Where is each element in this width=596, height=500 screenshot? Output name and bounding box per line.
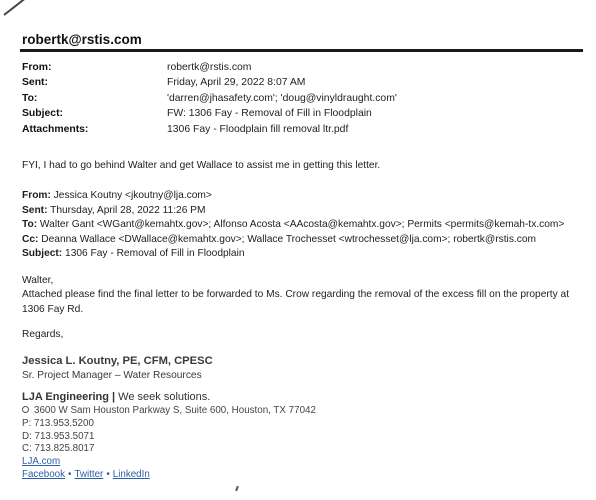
fwd-subject-value: 1306 Fay - Removal of Fill in Floodplain (62, 248, 245, 260)
forwarded-headers (22, 189, 587, 262)
email-signature (22, 354, 582, 482)
signature-role: Sr. Project Manager – Water Resources (22, 370, 202, 381)
social-separator: • (106, 468, 110, 480)
header-value-to: 'darren@jhasafety.com'; 'doug@vinyldraught.com' (167, 92, 397, 104)
fwd-subject-line (22, 247, 587, 262)
signature-company: LJA Engineering | (22, 391, 116, 403)
facebook-link[interactable]: Facebook (22, 468, 66, 480)
signature-name: Jessica L. Koutny, PE, CFM, CPESC (22, 355, 213, 367)
scan-pen-mark (3, 0, 25, 16)
header-label-from: From: (22, 62, 52, 73)
fwd-from-line (22, 189, 587, 204)
header-row-sent (22, 75, 582, 90)
fwd-sent-label: Sent: (22, 204, 48, 216)
fwd-to-line (22, 218, 587, 233)
header-value-sent: Friday, April 29, 2022 8:07 AM (167, 77, 306, 89)
header-label-sent: Sent: (22, 77, 48, 89)
message-body: Attached please find the final letter to be forwarded to Ms. Crow regarding the removal of the excess fill on the property at 1306 Fay Rd. (22, 289, 570, 315)
social-separator: • (68, 468, 72, 480)
fwd-cc-value: Deanna Wallace <DWallace@kemahtx.gov>; Wallace Trochesset <wtrochesset@lja.com>; robertk@rstis.com (38, 233, 536, 245)
header-row-attachments (22, 122, 582, 137)
signature-company-line (22, 390, 582, 405)
header-row-to (22, 91, 582, 106)
attachment-filename[interactable]: 1306 Fay - Floodplain fill removal ltr.pdf (167, 123, 349, 135)
fwd-sent-line (22, 204, 587, 219)
fwd-from-label: From: (22, 190, 51, 201)
location-pin-icon (22, 406, 29, 413)
fwd-from-value: Jessica Koutny <jkoutny@lja.com> (50, 190, 212, 201)
fwd-sent-value: Thursday, April 28, 2022 11:26 PM (47, 204, 206, 216)
signature-cell-phone: C: 713.825.8017 (22, 443, 95, 455)
header-row-from (22, 60, 582, 75)
header-label-to: To: (22, 92, 38, 104)
fwd-cc-line (22, 233, 587, 248)
signature-website-line (22, 456, 582, 469)
signature-phone: P: 713.953.5200 (22, 417, 94, 429)
social-links (22, 469, 582, 482)
message-greeting: Walter, (22, 275, 54, 286)
signature-direct-phone: D: 713.953.5071 (22, 430, 95, 442)
header-value-from: robertk@rstis.com (167, 62, 252, 73)
scan-speck (235, 486, 239, 491)
fwd-cc-label: Cc: (22, 233, 39, 245)
signature-address: 3600 W Sam Houston Parkway S, Suite 600, Houston, TX 77042 (34, 405, 316, 416)
twitter-link[interactable]: Twitter (74, 468, 104, 480)
email-sender-title: robertk@rstis.com (22, 32, 142, 47)
fwd-to-label: To: (22, 219, 38, 231)
fyi-note: FYI, I had to go behind Walter and get Wallace to assist me in getting this letter. (22, 160, 381, 171)
signature-tagline: We seek solutions. (115, 391, 211, 403)
fwd-to-value: Walter Gant <WGant@kemahtx.gov>; Alfonso Acosta <AAcosta@kemahtx.gov>; Permits <permits@kemah-tx.com> (37, 219, 565, 231)
header-value-subject: FW: 1306 Fay - Removal of Fill in Floodplain (167, 108, 372, 120)
header-divider (20, 49, 583, 52)
linkedin-link[interactable]: LinkedIn (112, 468, 150, 480)
header-label-attachments: Attachments: (22, 123, 89, 135)
message-closing: Regards, (22, 329, 64, 340)
header-label-subject: Subject: (22, 108, 63, 120)
header-row-subject (22, 106, 582, 121)
website-link[interactable]: LJA.com (22, 456, 61, 468)
signature-address-line (22, 405, 582, 418)
email-headers (22, 60, 582, 137)
fwd-subject-label: Subject: (22, 248, 63, 260)
